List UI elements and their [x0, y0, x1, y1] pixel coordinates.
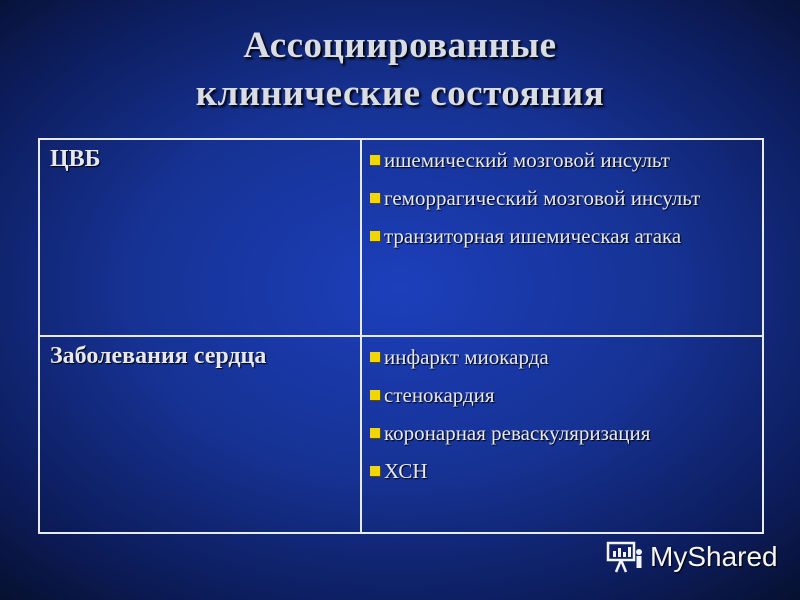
- bullet-icon: [370, 466, 380, 476]
- bullet-icon: [370, 352, 380, 362]
- bullet-icon: [370, 231, 380, 241]
- list-item-text: геморрагический мозговой инсульт: [384, 186, 701, 210]
- bullet-icon: [370, 155, 380, 165]
- myshared-logo: [606, 540, 778, 574]
- list-item-text: коронарная реваскуляризация: [384, 421, 651, 445]
- table-row: [39, 336, 763, 533]
- list-item: [370, 345, 754, 369]
- conditions-table: [38, 138, 764, 534]
- list-item-text: транзиторная ишемическая атака: [384, 224, 682, 248]
- table-row: [39, 139, 763, 336]
- slide-title: [0, 22, 800, 118]
- logo-text: MyShared: [650, 541, 778, 572]
- category-cell: Заболевания сердца: [39, 336, 361, 533]
- list-item-text: стенокардия: [384, 383, 495, 407]
- items-cell: [361, 139, 763, 336]
- category-cell: ЦВБ: [39, 139, 361, 336]
- slide-title-line2: клинические состояния: [195, 73, 605, 114]
- list-item-text: ишемический мозговой инсульт: [384, 148, 670, 172]
- list-item: [370, 186, 740, 210]
- list-item: [370, 459, 754, 483]
- slide-title-line1: Ассоциированные: [243, 25, 557, 66]
- items-cell: [361, 336, 763, 533]
- list-item: [370, 148, 754, 172]
- list-item: [370, 224, 754, 248]
- bullet-icon: [370, 428, 380, 438]
- list-item-text: инфаркт миокарда: [384, 345, 549, 369]
- list-item: [370, 421, 754, 445]
- list-item-text: ХСН: [384, 459, 428, 483]
- bullet-icon: [370, 390, 380, 400]
- presentation-board-icon: [606, 540, 644, 574]
- bullet-icon: [370, 193, 380, 203]
- list-item: [370, 383, 754, 407]
